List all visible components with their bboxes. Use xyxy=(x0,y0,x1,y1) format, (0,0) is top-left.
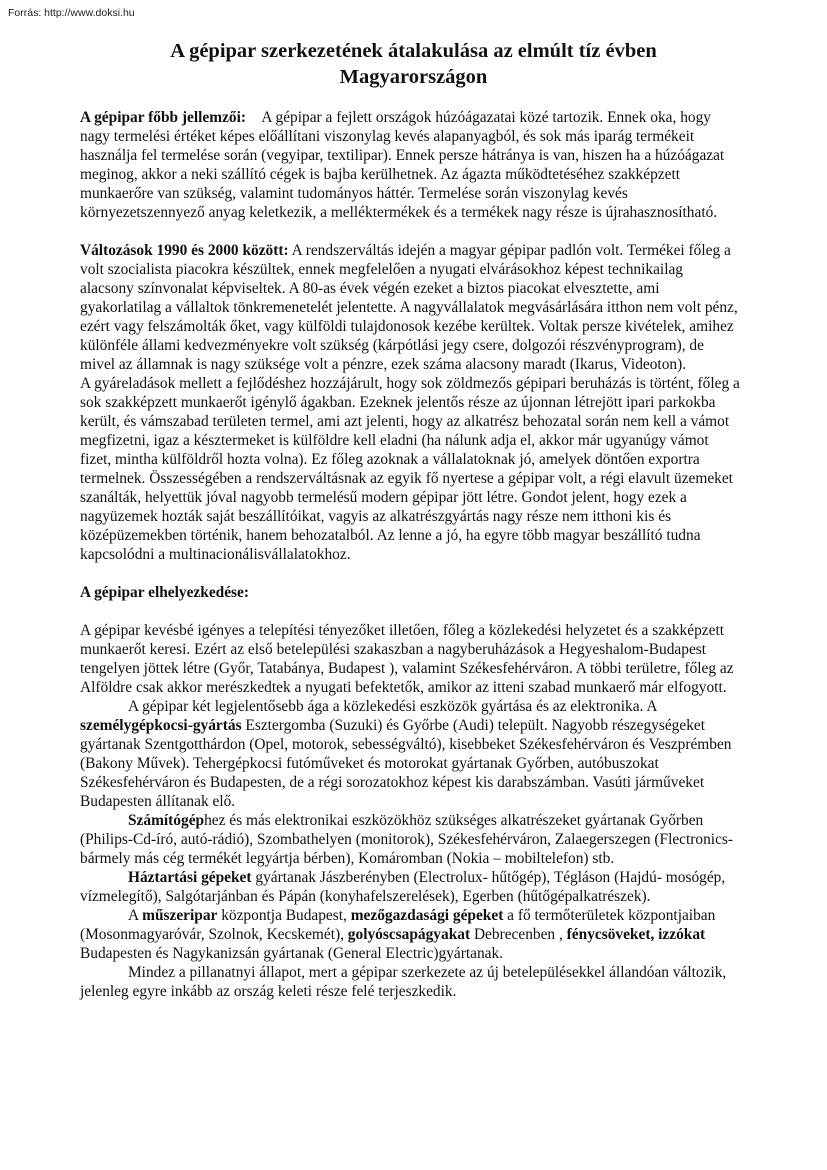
text-run: a fő termőterületek központjaiban (Mosonmagyaróvár, Szolnok, Kecskemét), xyxy=(80,907,716,943)
text-run: hez és más elektronikai eszközökhöz szükséges alkatrészeket gyártanak Győrben (Philips-Cd-író, autó-rádió), Szombathelyen (monitorok), Székesfehérváron, Zalaegerszegen (Flectronics-bármely más cég termékét legyártja bérben), Komáromban (Nokia – mobiltelefon) stb. xyxy=(80,812,734,867)
bold-term: mezőgazdasági gépeket xyxy=(350,907,504,924)
section-heading-changes: Változások 1990 és 2000 között: xyxy=(80,242,289,259)
page-title xyxy=(0,38,827,90)
text-run: gyártanak Jászberényben (Electrolux- hűtőgép), Tégláson (Hajdú- mosógép, vízmelegítő), Salgótarjánban és Pápán (konyhafelszerelések), Egerben (hűtőgépalkatrészek). xyxy=(80,869,726,905)
bold-term: műszeripar xyxy=(142,907,218,924)
paragraph-household-appliances xyxy=(80,868,740,906)
paragraph-car-manufacturing xyxy=(80,697,740,811)
text-run: Esztergomba (Suzuki) és Győrbe (Audi) települt. Nagyobb részegységeket gyártanak Szentgotthárdon (Opel, motorok, sebességváltó), kisebbeket Székesfehérváron és Veszprémben (Bakony Művek). Tehergépkocsi futóműveket és motorokat gyártanak Győrben, autóbuszokat Székesfehérváron és Budapesten, de a régi sorozatokhoz képest kis darabszámban. Vasúti járműveket Budapesten állítanak elő. xyxy=(80,717,732,810)
text-run: A gépipar két legjelentősebb ága a közlekedési eszközök gyártása és az elektronika. A xyxy=(128,698,657,715)
text-run: Budapesten és Nagykanizsán gyártanak (General Electric)gyártanak. xyxy=(80,945,504,962)
title-line-1: A gépipar szerkezetének átalakulása az elmúlt tíz évben xyxy=(170,40,657,62)
text-run: A xyxy=(128,907,143,924)
title-line-2: Magyarországon xyxy=(339,66,488,88)
bold-term: fénycsöveket, izzókat xyxy=(566,926,706,943)
paragraph-text: A gépipar a fejlett országok húzóágazatai közé tartozik. Ennek oka, hogy nagy termelési értéket képes előállítani viszonylag kevés alapanyagból, és sok más iparág termékeit használja fel termelése során (vegyipar, textilipar). Ennek persze hátránya is van, hiszen ha a húzóágazat meginog, akkor a neki szállító cégek is bajba kerülhetnek. Az ágazta működtetéséhez szakképzett munkaerőre van szükség, valamint tudományos háttér. Termelése során viszonylag kevés környezetszennyező anyag keletkezik, a melléktermékek és a termékek nagy része is újrahasznosítható. xyxy=(80,109,725,221)
paragraph-factory-sales: A gyáreladások mellett a fejlődéshez hozzájárult, hogy sok zöldmezős gépipari beruházás is történt, főleg a sok szakképzett munkaerőt igénylő ágakban. Ezeknek jelentős része az újonnan létrejött ipari parkokba került, és vámszabad területen termel, ami azt jelenti, hogy az alkatrész behozatal során nem kell a vámot megfizetni, igaz a késztermeket is külföldre kell eladni (ha nálunk adja el, akkor már ugyanúgy vámot fizet, mintha külföldről hozta volna). Ez főleg azoknak a vállalatoknak jó, amelyek döntően exportra termelnek. Összességében a rendszerváltásnak az egyik fő nyertese a gépipar volt, a régi elavult üzemeket szanálták, helyettük jóval nagyobb termelésű modern gépipar jött létre. Gondot jelent, hogy ezek a nagyüzemek hozták saját beszállítóikat, vagyis az alkatrészgyártás nagy része nem itthoni kis és középüzemekben történik, hanem behozatalból. Az lenne a jó, ha egyre több magyar beszállító tudna kapcsolódni a multinacionálisvállalatokhoz. xyxy=(80,375,740,563)
bold-term: golyóscsapágyakat xyxy=(347,926,471,943)
text-run: Debrecenben , xyxy=(470,926,567,943)
paragraph-instruments xyxy=(80,906,740,963)
paragraph-changes xyxy=(80,241,740,374)
paragraph-location-intro: A gépipar kevésbé igényes a telepítési tényezőket illetően, főleg a közlekedési helyzetet és a szakképzett munkaerőt keresi. Ezért az első betelepülési szakaszban a nagyberuházások a Hegyeshalom-Budapest tengelyen jöttek létre (Győr, Tatabánya, Budapest ), valamint Székesfehérváron. A többi területre, főleg az Alföldre csak akkor merészkedtek a nyugati befektetők, amikor az itteni szabad munkaerő már elfogyott. xyxy=(80,622,734,696)
section-heading-characteristics: A gépipar főbb jellemzői: xyxy=(80,109,247,126)
paragraph-conclusion: Mindez a pillanatnyi állapot, mert a gépipar szerkezete az új betelepülésekkel állandóan változik, jelenleg egyre inkább az ország keleti része felé terjeszkedik. xyxy=(80,964,727,1000)
bold-term: Háztartási gépeket xyxy=(128,869,252,886)
bold-term: személygépkocsi-gyártás xyxy=(80,717,242,734)
text-run: központja Budapest, xyxy=(217,907,351,924)
section-heading-location: A gépipar elhelyezkedése: xyxy=(80,584,249,601)
source-label: Forrás: http://www.doksi.hu xyxy=(8,7,135,19)
paragraph-text: A rendszerváltás idején a magyar gépipar padlón volt. Termékei főleg a volt szocialista piacokra készültek, ennek megfelelően a nyugati elvárásokhoz képest technikailag alacsony színvonalat képviseltek. A 80-as évek végén ezeket a biztos piacokat elvesztette, ami gyakorlatilag a vállaltok tönkremenetelét jelentette. A nagyvállalatok megvásárlására itthon nem volt pénz, ezért vagy felszámolták őket, vagy külföldi tulajdonosok kezébe kerültek. Voltak persze kivételek, amihez különféle állami kedvezményekre volt szükség (kárpótlási jegy csere, dolgozói részvényprogram), de mivel az államnak is nagy szüksége volt a pénzre, ezek száma alacsony maradt (Ikarus, Videoton). xyxy=(80,242,738,373)
paragraph-main-characteristics xyxy=(80,108,740,222)
document-body xyxy=(80,108,740,1001)
paragraph-electronics xyxy=(80,811,740,868)
bold-term: Számítógép xyxy=(128,812,205,829)
